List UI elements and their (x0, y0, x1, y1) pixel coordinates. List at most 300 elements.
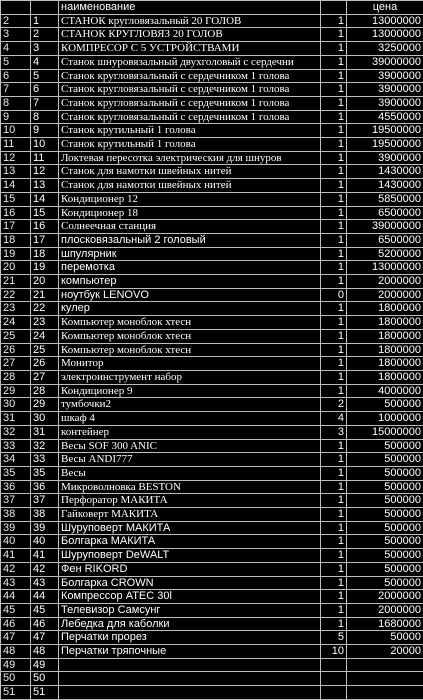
table-row (1, 549, 423, 563)
item-name-cell[interactable]: ноутбук LENOVO (59, 288, 321, 302)
item-name-cell[interactable]: плосковязальный 2 головый (59, 233, 321, 247)
price-cell[interactable]: 4000000 (347, 384, 423, 398)
item-name-cell[interactable]: перемотка (59, 261, 321, 275)
row-number[interactable]: 12 (1, 151, 31, 165)
quantity-cell[interactable]: 1 (321, 83, 347, 97)
item-name-cell[interactable]: Компьютер моноблок хтесн (59, 343, 321, 357)
price-cell[interactable]: 2000000 (347, 275, 423, 289)
item-name-cell[interactable]: Шуруповерт DeWALT (59, 549, 321, 563)
price-cell[interactable]: 1430000 (347, 165, 423, 179)
item-number-cell[interactable]: 16 (31, 220, 59, 234)
row-number[interactable]: 24 (1, 316, 31, 330)
item-name-cell[interactable]: Монитор (59, 357, 321, 371)
price-cell[interactable]: 3900000 (347, 69, 423, 83)
item-name-cell[interactable]: Станок шнуровязальный двухголовый с сердечни (59, 55, 321, 69)
item-name-cell[interactable]: СТАНОК кругловязальный 20 ГОЛОВ (59, 14, 321, 28)
quantity-cell[interactable]: 1 (321, 151, 347, 165)
quantity-cell[interactable] (321, 686, 347, 700)
table-row (1, 357, 423, 371)
item-name-cell[interactable]: контейнер (59, 425, 321, 439)
quantity-cell[interactable]: 1 (321, 69, 347, 83)
price-cell[interactable]: 500000 (347, 398, 423, 412)
row-number[interactable]: 43 (1, 576, 31, 590)
quantity-cell[interactable] (321, 658, 347, 672)
row-number[interactable]: 22 (1, 288, 31, 302)
row-number[interactable]: 17 (1, 220, 31, 234)
item-number-cell[interactable]: 36 (31, 480, 59, 494)
item-number-cell[interactable]: 23 (31, 316, 59, 330)
table-row (1, 233, 423, 247)
item-name-cell[interactable]: Весы (59, 466, 321, 480)
price-cell[interactable]: 500000 (347, 439, 423, 453)
price-cell[interactable]: 1800000 (347, 316, 423, 330)
item-number-cell[interactable]: 47 (31, 631, 59, 645)
quantity-cell[interactable]: 1 (321, 494, 347, 508)
price-cell[interactable]: 15000000 (347, 425, 423, 439)
item-name-cell[interactable]: Микроволновка BESTON (59, 480, 321, 494)
price-cell[interactable]: 3250000 (347, 42, 423, 56)
price-cell[interactable]: 500000 (347, 549, 423, 563)
item-number-cell[interactable]: 10 (31, 138, 59, 152)
quantity-cell[interactable]: 1 (321, 562, 347, 576)
row-number[interactable]: 49 (1, 658, 31, 672)
table-row (1, 110, 423, 124)
row-number[interactable]: 42 (1, 562, 31, 576)
table-row (1, 316, 423, 330)
quantity-cell[interactable]: 1 (321, 247, 347, 261)
price-cell[interactable]: 13000000 (347, 14, 423, 28)
table-row (1, 521, 423, 535)
table-row (1, 590, 423, 604)
row-number[interactable]: 40 (1, 535, 31, 549)
item-name-cell[interactable]: Компьютер моноблок хтесн (59, 316, 321, 330)
item-number-cell[interactable]: 17 (31, 233, 59, 247)
table-row (1, 206, 423, 220)
table-row (1, 288, 423, 302)
quantity-cell[interactable]: 1 (321, 329, 347, 343)
item-number-cell[interactable]: 28 (31, 384, 59, 398)
quantity-cell[interactable]: 1 (321, 275, 347, 289)
table-row (1, 14, 423, 28)
price-cell[interactable] (347, 658, 423, 672)
quantity-cell[interactable]: 1 (321, 343, 347, 357)
table-row (1, 603, 423, 617)
price-cell[interactable]: 500000 (347, 453, 423, 467)
item-name-cell[interactable]: Станок кругловязальный с сердечником 1 голова (59, 96, 321, 110)
quantity-cell[interactable]: 10 (321, 645, 347, 659)
item-number-cell[interactable]: 24 (31, 329, 59, 343)
item-number-cell[interactable]: 26 (31, 357, 59, 371)
table-row (1, 672, 423, 686)
quantity-cell[interactable]: 1 (321, 603, 347, 617)
row-number[interactable]: 11 (1, 138, 31, 152)
item-number-cell[interactable]: 5 (31, 69, 59, 83)
quantity-cell[interactable]: 1 (321, 220, 347, 234)
table-row (1, 439, 423, 453)
item-number-cell[interactable]: 14 (31, 192, 59, 206)
row-number[interactable]: 13 (1, 165, 31, 179)
price-cell[interactable]: 1800000 (347, 343, 423, 357)
price-cell[interactable]: 1800000 (347, 357, 423, 371)
price-cell[interactable]: 1430000 (347, 179, 423, 193)
price-cell[interactable]: 5200000 (347, 247, 423, 261)
quantity-cell[interactable]: 1 (321, 28, 347, 42)
row-number[interactable]: 33 (1, 439, 31, 453)
price-cell[interactable]: 2000000 (347, 288, 423, 302)
item-name-cell[interactable]: кулер (59, 302, 321, 316)
quantity-cell[interactable]: 1 (321, 138, 347, 152)
row-number[interactable]: 39 (1, 521, 31, 535)
table-row (1, 370, 423, 384)
quantity-cell[interactable]: 1 (321, 521, 347, 535)
price-cell[interactable]: 1680000 (347, 617, 423, 631)
item-number-cell[interactable]: 18 (31, 247, 59, 261)
item-name-cell[interactable]: Кондиционер 12 (59, 192, 321, 206)
header-row (1, 1, 423, 15)
price-cell[interactable]: 20000 (347, 645, 423, 659)
quantity-cell[interactable]: 1 (321, 384, 347, 398)
quantity-cell[interactable]: 1 (321, 590, 347, 604)
price-cell[interactable]: 6500000 (347, 233, 423, 247)
item-name-cell[interactable]: Весы SOF 300 ANIC (59, 439, 321, 453)
row-number[interactable]: 37 (1, 494, 31, 508)
item-name-cell[interactable]: Гайковерт МАКИТА (59, 508, 321, 522)
item-number-cell[interactable]: 31 (31, 425, 59, 439)
item-name-cell[interactable] (59, 686, 321, 700)
item-number-cell[interactable]: 15 (31, 206, 59, 220)
price-cell[interactable]: 4550000 (347, 110, 423, 124)
table-row (1, 686, 423, 700)
item-number-cell[interactable]: 32 (31, 439, 59, 453)
row-number[interactable]: 6 (1, 69, 31, 83)
price-cell[interactable]: 500000 (347, 480, 423, 494)
price-cell[interactable]: 500000 (347, 508, 423, 522)
quantity-cell[interactable]: 3 (321, 425, 347, 439)
table-row (1, 247, 423, 261)
item-name-cell[interactable]: Станок крутильный 1 голова (59, 124, 321, 138)
item-number-cell[interactable]: 6 (31, 83, 59, 97)
item-number-cell[interactable]: 46 (31, 617, 59, 631)
quantity-cell[interactable]: 1 (321, 96, 347, 110)
item-name-cell[interactable]: компьютер (59, 275, 321, 289)
quantity-cell[interactable]: 1 (321, 549, 347, 563)
item-number-cell[interactable]: 43 (31, 576, 59, 590)
item-name-cell[interactable]: Фен RIKORD (59, 562, 321, 576)
table-row (1, 220, 423, 234)
table-row (1, 617, 423, 631)
row-number[interactable]: 21 (1, 275, 31, 289)
price-cell[interactable]: 1800000 (347, 302, 423, 316)
item-name-cell[interactable]: Перфоратор МАКИТА (59, 494, 321, 508)
item-name-cell[interactable]: Станок крутильный 1 голова (59, 138, 321, 152)
item-name-cell[interactable]: Станок кругловязальный с сердечником 1 голова (59, 69, 321, 83)
item-number-cell[interactable]: 9 (31, 124, 59, 138)
row-number[interactable]: 3 (1, 28, 31, 42)
item-number-cell[interactable]: 44 (31, 590, 59, 604)
item-number-cell[interactable]: 42 (31, 562, 59, 576)
quantity-cell[interactable]: 1 (321, 165, 347, 179)
item-number-cell[interactable]: 33 (31, 453, 59, 467)
item-name-cell[interactable]: Лебедка для каболки (59, 617, 321, 631)
item-number-cell[interactable]: 13 (31, 179, 59, 193)
price-cell[interactable]: 39000000 (347, 55, 423, 69)
quantity-cell[interactable]: 1 (321, 439, 347, 453)
row-number[interactable]: 38 (1, 508, 31, 522)
item-name-cell[interactable]: Кондиционер 18 (59, 206, 321, 220)
quantity-cell[interactable]: 1 (321, 617, 347, 631)
row-number[interactable]: 48 (1, 645, 31, 659)
item-number-cell[interactable]: 30 (31, 412, 59, 426)
quantity-cell[interactable]: 1 (321, 480, 347, 494)
item-number-cell[interactable]: 7 (31, 96, 59, 110)
item-number-cell[interactable]: 49 (31, 658, 59, 672)
row-number[interactable]: 15 (1, 192, 31, 206)
price-cell[interactable]: 13000000 (347, 261, 423, 275)
item-name-cell[interactable]: Станок кругловязальный с сердечником 1 голова (59, 83, 321, 97)
item-name-cell[interactable]: Станок кругловязальный с сердечником 1 голова (59, 110, 321, 124)
item-number-cell[interactable]: 20 (31, 275, 59, 289)
item-name-cell[interactable]: Компьютер моноблок хтесн (59, 329, 321, 343)
table-row (1, 535, 423, 549)
price-cell[interactable]: 500000 (347, 576, 423, 590)
item-name-cell[interactable]: шкаф 4 (59, 412, 321, 426)
item-name-cell[interactable]: Перчатки прорез (59, 631, 321, 645)
row-number[interactable]: 32 (1, 425, 31, 439)
table-row (1, 576, 423, 590)
table-row (1, 645, 423, 659)
table-row (1, 42, 423, 56)
row-number[interactable]: 28 (1, 370, 31, 384)
price-cell[interactable]: 500000 (347, 535, 423, 549)
table-row (1, 55, 423, 69)
quantity-cell[interactable]: 1 (321, 233, 347, 247)
quantity-cell[interactable]: 4 (321, 412, 347, 426)
row-number[interactable]: 4 (1, 42, 31, 56)
item-name-cell[interactable]: Кондиционер 9 (59, 384, 321, 398)
item-number-cell[interactable]: 22 (31, 302, 59, 316)
table-row (1, 69, 423, 83)
table-row (1, 165, 423, 179)
price-cell[interactable]: 1000000 (347, 412, 423, 426)
price-cell[interactable]: 1800000 (347, 329, 423, 343)
item-name-cell[interactable]: Станок для намотки швейных нитей (59, 165, 321, 179)
table-row (1, 494, 423, 508)
table-row (1, 453, 423, 467)
row-number[interactable]: 45 (1, 603, 31, 617)
quantity-cell[interactable]: 1 (321, 370, 347, 384)
table-row (1, 412, 423, 426)
table-row (1, 631, 423, 645)
table-row (1, 261, 423, 275)
quantity-cell[interactable]: 1 (321, 535, 347, 549)
item-name-cell[interactable]: Локтевая пересотка электрическия для шнуров (59, 151, 321, 165)
item-number-cell[interactable]: 35 (31, 466, 59, 480)
item-name-cell[interactable]: Станок для намотки швейных нитей (59, 179, 321, 193)
item-number-cell[interactable]: 4 (31, 55, 59, 69)
item-number-cell[interactable]: 48 (31, 645, 59, 659)
item-number-cell[interactable]: 50 (31, 672, 59, 686)
table-row (1, 425, 423, 439)
sheet-body (1, 1, 423, 700)
price-cell[interactable]: 50000 (347, 631, 423, 645)
item-name-cell[interactable]: тумбочки2 (59, 398, 321, 412)
table-row (1, 508, 423, 522)
table-row (1, 96, 423, 110)
price-cell[interactable]: 3900000 (347, 151, 423, 165)
price-cell[interactable]: 3900000 (347, 83, 423, 97)
row-number[interactable]: 31 (1, 412, 31, 426)
price-cell[interactable]: 500000 (347, 466, 423, 480)
row-number[interactable]: 2 (1, 14, 31, 28)
item-number-cell[interactable]: 27 (31, 370, 59, 384)
row-number[interactable]: 29 (1, 384, 31, 398)
row-number[interactable] (1, 1, 31, 15)
price-cell[interactable]: 5850000 (347, 192, 423, 206)
item-name-cell[interactable]: СТАНОК КРУГЛОВЯЗ 20 ГОЛОВ (59, 28, 321, 42)
item-number-cell[interactable]: 40 (31, 535, 59, 549)
cell[interactable] (31, 1, 59, 15)
quantity-cell[interactable]: 1 (321, 55, 347, 69)
item-name-cell[interactable]: Болгарка CROWN (59, 576, 321, 590)
table-row (1, 343, 423, 357)
row-number[interactable]: 36 (1, 480, 31, 494)
price-cell[interactable] (347, 686, 423, 700)
row-number[interactable]: 23 (1, 302, 31, 316)
price-cell[interactable]: 2000000 (347, 590, 423, 604)
table-row (1, 28, 423, 42)
quantity-cell[interactable]: 1 (321, 179, 347, 193)
quantity-cell[interactable]: 1 (321, 576, 347, 590)
row-number[interactable]: 7 (1, 83, 31, 97)
quantity-cell[interactable]: 1 (321, 110, 347, 124)
row-number[interactable]: 50 (1, 672, 31, 686)
item-number-cell[interactable]: 25 (31, 343, 59, 357)
header-name-cell[interactable]: наименование (59, 1, 321, 15)
item-number-cell[interactable]: 3 (31, 42, 59, 56)
row-number[interactable]: 25 (1, 329, 31, 343)
item-number-cell[interactable]: 2 (31, 28, 59, 42)
item-name-cell[interactable]: Компрессор ATEC 30l (59, 590, 321, 604)
price-cell[interactable]: 3900000 (347, 96, 423, 110)
item-name-cell[interactable]: Болгарка МАКИТА (59, 535, 321, 549)
item-name-cell[interactable] (59, 672, 321, 686)
quantity-cell[interactable]: 0 (321, 288, 347, 302)
table-row (1, 83, 423, 97)
item-number-cell[interactable]: 39 (31, 521, 59, 535)
quantity-cell[interactable]: 1 (321, 508, 347, 522)
quantity-cell[interactable]: 1 (321, 42, 347, 56)
quantity-cell[interactable]: 1 (321, 124, 347, 138)
row-number[interactable]: 46 (1, 617, 31, 631)
quantity-cell[interactable]: 1 (321, 14, 347, 28)
item-name-cell[interactable]: электроинструмент набор (59, 370, 321, 384)
quantity-cell[interactable]: 1 (321, 192, 347, 206)
item-number-cell[interactable]: 8 (31, 110, 59, 124)
quantity-cell[interactable]: 1 (321, 357, 347, 371)
item-number-cell[interactable]: 51 (31, 686, 59, 700)
item-number-cell[interactable]: 37 (31, 494, 59, 508)
row-number[interactable]: 14 (1, 179, 31, 193)
row-number[interactable]: 10 (1, 124, 31, 138)
row-number[interactable]: 51 (1, 686, 31, 700)
price-cell[interactable]: 500000 (347, 521, 423, 535)
quantity-cell[interactable]: 1 (321, 453, 347, 467)
table-row (1, 329, 423, 343)
quantity-cell[interactable]: 1 (321, 206, 347, 220)
item-number-cell[interactable]: 12 (31, 165, 59, 179)
row-number[interactable]: 5 (1, 55, 31, 69)
price-cell[interactable]: 1800000 (347, 370, 423, 384)
price-cell[interactable]: 19500000 (347, 124, 423, 138)
row-number[interactable]: 16 (1, 206, 31, 220)
price-cell[interactable]: 500000 (347, 494, 423, 508)
quantity-cell[interactable] (321, 672, 347, 686)
price-cell[interactable]: 500000 (347, 562, 423, 576)
item-name-cell[interactable]: Перчатки тряпочные (59, 645, 321, 659)
item-name-cell[interactable]: Телевизор Самсунг (59, 603, 321, 617)
item-number-cell[interactable]: 19 (31, 261, 59, 275)
price-cell[interactable]: 13000000 (347, 28, 423, 42)
row-number[interactable]: 26 (1, 343, 31, 357)
quantity-cell[interactable]: 1 (321, 316, 347, 330)
quantity-cell[interactable]: 1 (321, 261, 347, 275)
row-number[interactable]: 47 (1, 631, 31, 645)
quantity-cell[interactable]: 5 (321, 631, 347, 645)
item-name-cell[interactable]: КОМПРЕСОР С 5 УСТРОЙСТВАМИ (59, 42, 321, 56)
row-number[interactable]: 19 (1, 247, 31, 261)
item-number-cell[interactable]: 1 (31, 14, 59, 28)
row-number[interactable]: 18 (1, 233, 31, 247)
row-number[interactable]: 35 (1, 466, 31, 480)
item-name-cell[interactable] (59, 658, 321, 672)
table-row (1, 562, 423, 576)
table-row (1, 480, 423, 494)
table-row (1, 302, 423, 316)
header-price-cell[interactable]: цена (347, 1, 423, 15)
item-number-cell[interactable]: 45 (31, 603, 59, 617)
row-number[interactable]: 27 (1, 357, 31, 371)
item-number-cell[interactable]: 11 (31, 151, 59, 165)
row-number[interactable]: 8 (1, 96, 31, 110)
row-number[interactable]: 41 (1, 549, 31, 563)
quantity-cell[interactable]: 2 (321, 398, 347, 412)
table-row (1, 658, 423, 672)
price-cell[interactable]: 19500000 (347, 138, 423, 152)
row-number[interactable]: 44 (1, 590, 31, 604)
item-number-cell[interactable]: 21 (31, 288, 59, 302)
price-cell[interactable]: 39000000 (347, 220, 423, 234)
item-number-cell[interactable]: 38 (31, 508, 59, 522)
item-number-cell[interactable]: 29 (31, 398, 59, 412)
item-name-cell[interactable]: шпулярник (59, 247, 321, 261)
table-row (1, 384, 423, 398)
price-cell[interactable]: 2000000 (347, 603, 423, 617)
row-number[interactable]: 20 (1, 261, 31, 275)
price-cell[interactable] (347, 672, 423, 686)
price-cell[interactable]: 6500000 (347, 206, 423, 220)
row-number[interactable]: 30 (1, 398, 31, 412)
cell[interactable] (321, 1, 347, 15)
quantity-cell[interactable]: 1 (321, 302, 347, 316)
item-name-cell[interactable]: Солнеечная станция (59, 220, 321, 234)
item-number-cell[interactable]: 41 (31, 549, 59, 563)
item-name-cell[interactable]: Весы ANDI777 (59, 453, 321, 467)
row-number[interactable]: 34 (1, 453, 31, 467)
item-name-cell[interactable]: Шуруповерт МАКИТА (59, 521, 321, 535)
table-row (1, 138, 423, 152)
row-number[interactable]: 9 (1, 110, 31, 124)
quantity-cell[interactable]: 1 (321, 466, 347, 480)
